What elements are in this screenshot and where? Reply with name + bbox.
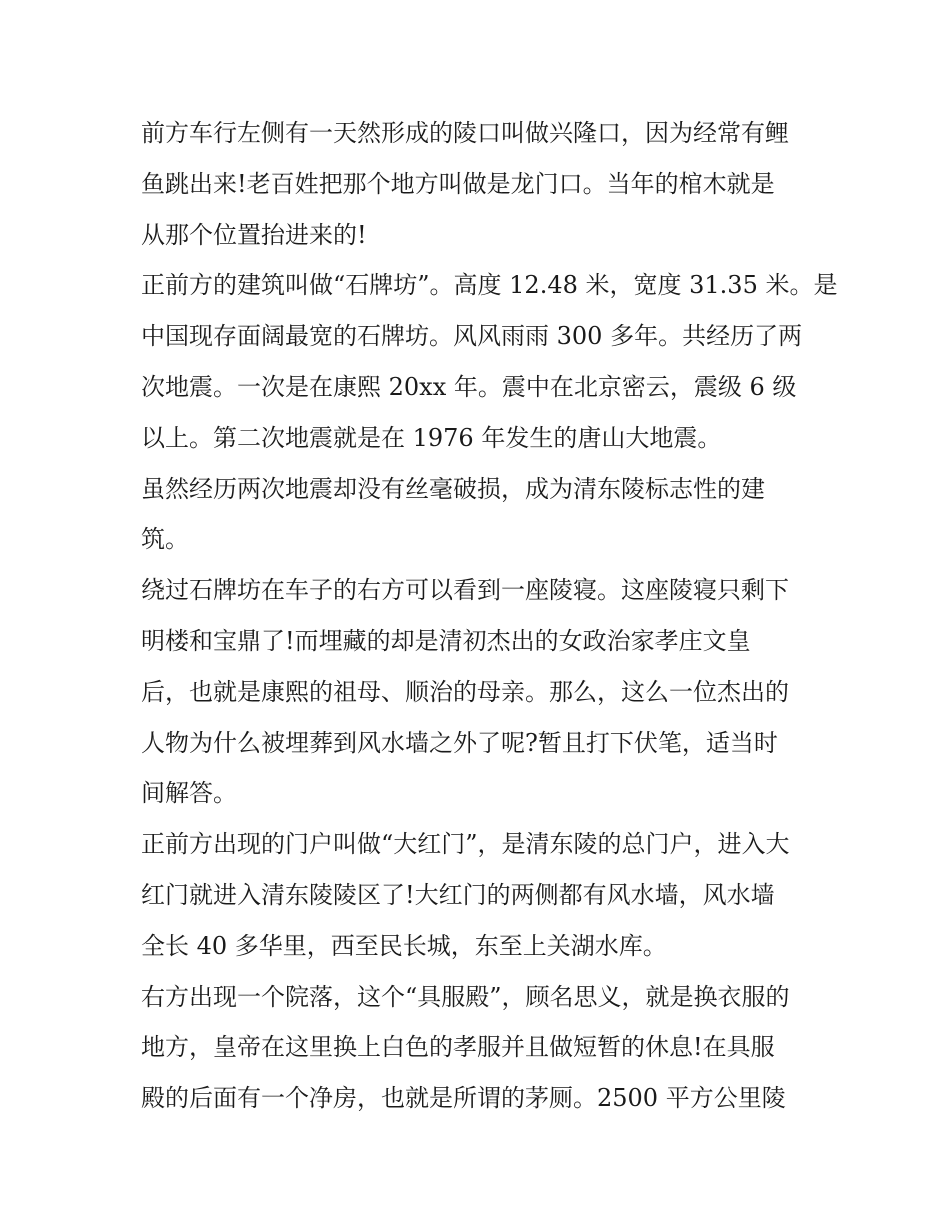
text-line: 明楼和宝鼎了!而埋藏的却是清初杰出的女政治家孝庄文皇 xyxy=(141,626,751,655)
text-line: 中国现存面阔最宽的石牌坊。风风雨雨 300 多年。共经历了两 xyxy=(141,322,803,351)
text-line: 筑。 xyxy=(141,525,189,554)
text-line: 绕过石牌坊在车子的右方可以看到一座陵寝。这座陵寝只剩下 xyxy=(141,576,789,605)
text-line: 右方出现一个院落，这个“具服殿”，顾名思义，就是换衣服的 xyxy=(141,982,790,1011)
text-line: 从那个位置抬进来的! xyxy=(141,220,367,249)
text-line: 虽然经历两次地震却没有丝毫破损，成为清东陵标志性的建 xyxy=(141,474,765,503)
text-line: 全长 40 多华里，西至民长城，东至上关湖水库。 xyxy=(141,931,667,960)
text-line: 间解答。 xyxy=(141,779,237,808)
text-line: 人物为什么被埋葬到风水墙之外了呢?暂且打下伏笔，适当时 xyxy=(141,728,778,757)
text-line: 后，也就是康熙的祖母、顺治的母亲。那么，这么一位杰出的 xyxy=(141,677,789,706)
text-line: 红门就进入清东陵陵区了!大红门的两侧都有风水墙，风水墙 xyxy=(141,880,775,909)
text-line: 殿的后面有一个净房，也就是所谓的茅厕。2500 平方公里陵 xyxy=(141,1084,786,1113)
text-line: 正前方出现的门户叫做“大红门”，是清东陵的总门户，进入大 xyxy=(141,830,790,859)
text-line: 正前方的建筑叫做“石牌坊”。高度 12.48 米，宽度 31.35 米。是 xyxy=(141,271,838,300)
text-line: 以上。第二次地震就是在 1976 年发生的唐山大地震。 xyxy=(141,423,722,452)
text-line: 次地震。一次是在康熙 20xx 年。震中在北京密云，震级 6 级 xyxy=(141,372,797,401)
text-line: 前方车行左侧有一天然形成的陵口叫做兴隆口，因为经常有鲤 xyxy=(141,119,789,147)
text-line: 鱼跳出来!老百姓把那个地方叫做是龙门口。当年的棺木就是 xyxy=(141,169,775,198)
body-text xyxy=(141,108,838,1124)
text-line: 地方，皇帝在这里换上白色的孝服并且做短暂的休息!在具服 xyxy=(141,1033,775,1062)
